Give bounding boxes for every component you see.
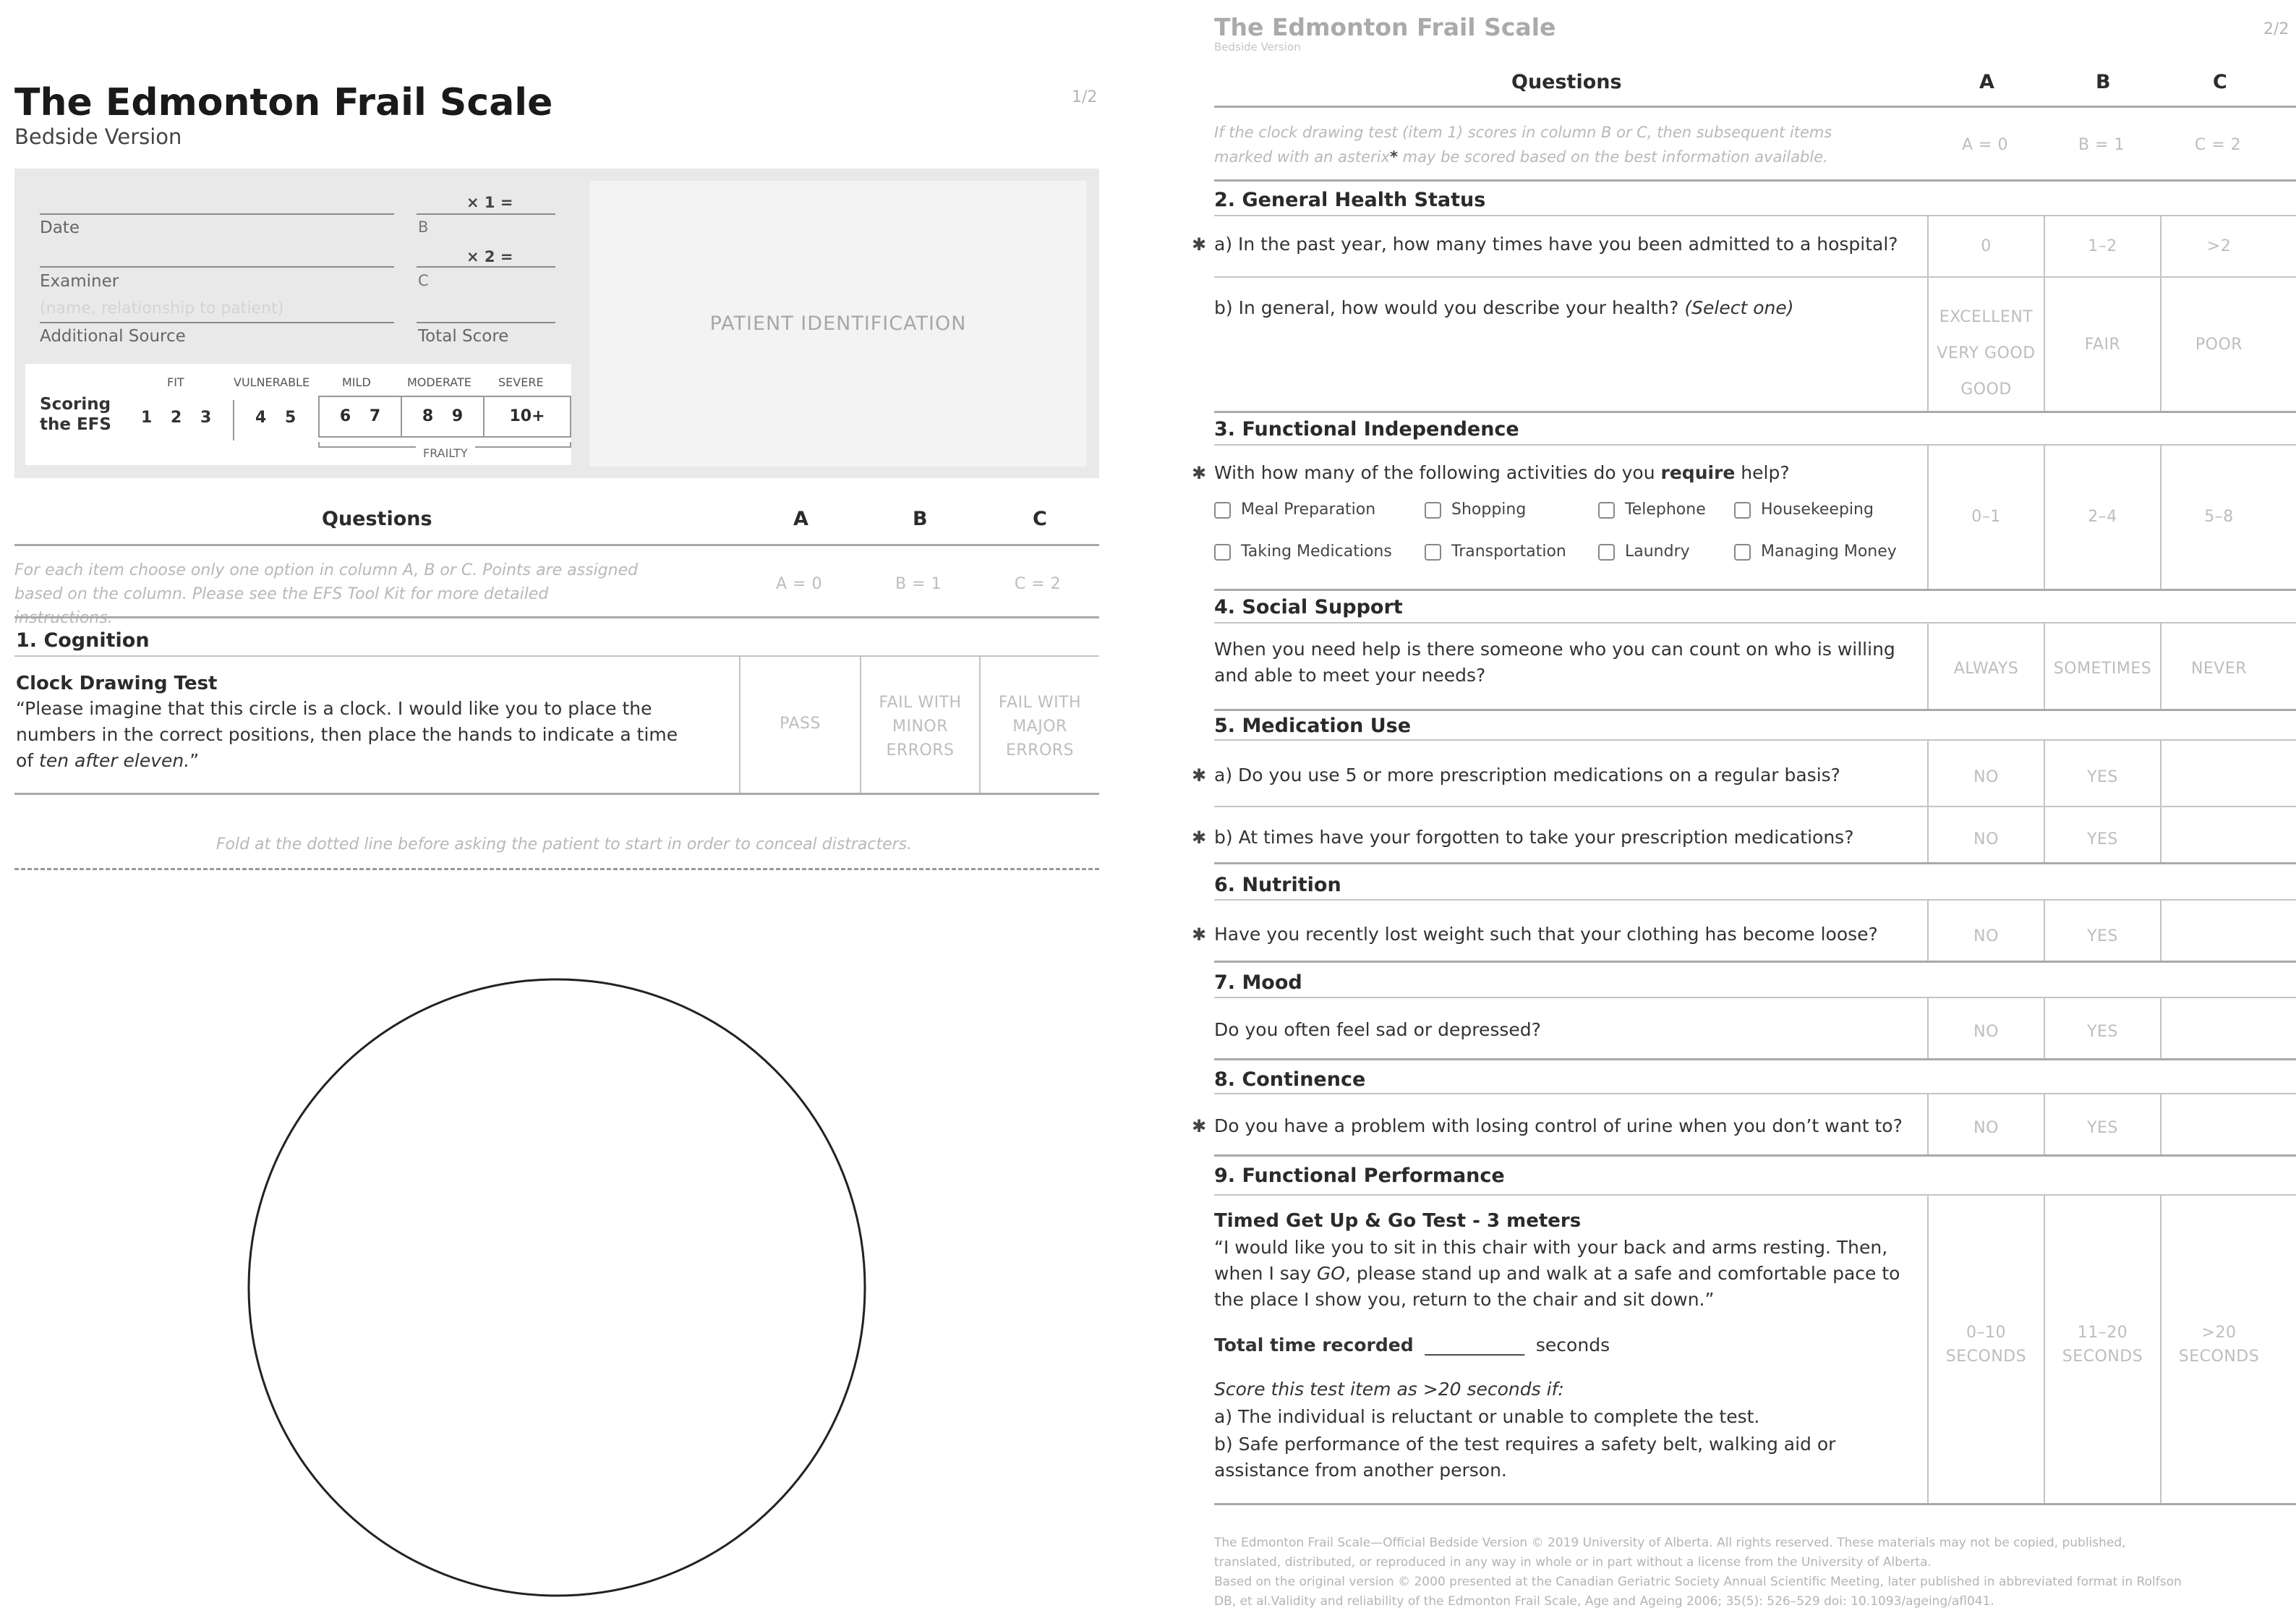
rule bbox=[1214, 622, 2296, 624]
score-mild: 6 7 bbox=[320, 397, 402, 436]
section-social-support: 4. Social Support bbox=[1214, 596, 1403, 618]
tug-b[interactable]: 11–20 SECONDS bbox=[2062, 1324, 2143, 1366]
asterisk-icon: ✱ bbox=[1192, 234, 1207, 255]
fold-line bbox=[14, 868, 1099, 870]
activity-laundry[interactable]: Laundry bbox=[1598, 542, 1690, 561]
fold-instruction: Fold at the dotted line before asking the patient to start in order to conceal distracters. bbox=[215, 835, 913, 854]
rule bbox=[1214, 739, 2296, 741]
checkbox bbox=[1214, 502, 1231, 519]
hospital-b[interactable]: 1–2 bbox=[2088, 237, 2117, 255]
asterisk-icon: ✱ bbox=[1192, 924, 1207, 945]
weight-b[interactable]: YES bbox=[2087, 927, 2118, 945]
page-1 bbox=[0, 0, 1128, 1613]
checkbox bbox=[1734, 544, 1751, 561]
clock-circle[interactable] bbox=[246, 976, 868, 1599]
independence-c[interactable]: 5–8 bbox=[2204, 508, 2234, 526]
divider bbox=[2160, 997, 2161, 1059]
col-c-header: C bbox=[1033, 508, 1047, 530]
cat-moderate: MODERATE bbox=[407, 375, 471, 389]
x1-label: × 1 = bbox=[466, 194, 513, 211]
q-social: When you need help is there someone who you can count on who is willing and able to meet your needs? bbox=[1214, 639, 1895, 686]
divider bbox=[233, 400, 234, 441]
activity-transportation[interactable]: Transportation bbox=[1425, 542, 1566, 561]
divider bbox=[2160, 1093, 2161, 1155]
activity-money[interactable]: Managing Money bbox=[1734, 542, 1897, 561]
rule bbox=[1214, 106, 2296, 108]
a0: A = 0 bbox=[1962, 136, 2008, 154]
q-hospital: a) In the past year, how many times have you been admitted to a hospital? bbox=[1214, 234, 1898, 255]
condition-a: a) The individual is reluctant or unable to complete the test. bbox=[1214, 1406, 1760, 1427]
section-cognition: 1. Cognition bbox=[16, 629, 150, 652]
page-number: 2/2 bbox=[2263, 20, 2289, 38]
questions-header: Questions bbox=[1511, 71, 1622, 93]
c2: C = 2 bbox=[2194, 136, 2242, 154]
col-c-header: C bbox=[2213, 71, 2227, 93]
independence-b[interactable]: 2–4 bbox=[2088, 508, 2117, 526]
frailty-scores bbox=[318, 396, 571, 438]
clock-b-option[interactable]: FAIL WITH MINOR ERRORS bbox=[879, 694, 962, 759]
activity-medications[interactable]: Taking Medications bbox=[1214, 542, 1392, 561]
health-b[interactable]: FAIR bbox=[2084, 336, 2121, 354]
continence-a[interactable]: NO bbox=[1973, 1119, 1999, 1137]
q-require-help: With how many of the following activities do you require help? bbox=[1214, 462, 1790, 483]
hospital-a[interactable]: 0 bbox=[1981, 237, 1992, 255]
date-label: Date bbox=[40, 218, 80, 237]
copyright-footer: The Edmonton Frail Scale—Official Bedside Version © 2019 University of Alberta. All rights reserved. These materials may not be copied, published, translated, distributed, or reproduced in any way in whole or in part without a license from the University of Alberta. Based on the original version © 2000 presented at the Canadian Geriatric Society Annual Scientific Meeting, later published in abbreviated format in Rolfson DB, et al.Validity and reliability of the Edmonton Frail Scale, Age and Ageing 2006; 35(5): 526–529 doi: 10.1093/ageing/afl041. bbox=[1214, 1536, 2182, 1609]
activity-telephone[interactable]: Telephone bbox=[1598, 501, 1706, 519]
col-a-header: A bbox=[793, 508, 808, 530]
col-a-header: A bbox=[1979, 71, 1994, 93]
page-title: The Edmonton Frail Scale bbox=[1214, 13, 1556, 41]
health-a[interactable]: EXCELLENT VERY GOOD GOOD bbox=[1937, 308, 2036, 399]
col-b-header: B bbox=[913, 508, 928, 530]
b1: B = 1 bbox=[895, 575, 942, 593]
b-label: B bbox=[418, 218, 429, 236]
patient-id-label: PATIENT IDENTIFICATION bbox=[709, 312, 967, 335]
total-line[interactable] bbox=[417, 322, 555, 323]
clock-test-quote: “Please imagine that this circle is a clock. I would like you to place the numbers in the correct positions, then place the hands to indicate a time of ten after eleven.” bbox=[16, 698, 678, 771]
rule bbox=[1214, 862, 2296, 864]
tug-quote: “I would like you to sit in this chair with your back and arms resting. Then, when I say GO, please stand up and walk at a safe and comfortable pace to the place I show you, return to the chair and sit down.” bbox=[1214, 1237, 1900, 1310]
cat-severe: SEVERE bbox=[498, 375, 544, 389]
col-b-header: B bbox=[2096, 71, 2111, 93]
c2: C = 2 bbox=[1014, 575, 1062, 593]
q-health: b) In general, how would you describe your health? (Select one) bbox=[1214, 297, 1794, 318]
score-vulnerable: 4 5 bbox=[255, 409, 296, 427]
page-2 bbox=[1172, 0, 2296, 1613]
section-general-health: 2. General Health Status bbox=[1214, 189, 1486, 211]
total-time-row[interactable]: Total time recorded ___________ seconds bbox=[1214, 1335, 1610, 1355]
a0: A = 0 bbox=[776, 575, 822, 593]
asterisk-icon: ✱ bbox=[1192, 765, 1207, 786]
questions-header: Questions bbox=[322, 508, 432, 530]
patient-id-box[interactable] bbox=[589, 181, 1087, 467]
mood-b[interactable]: YES bbox=[2087, 1023, 2118, 1041]
q-forgot-meds: b) At times have your forgotten to take your prescription medications? bbox=[1214, 827, 1854, 848]
source-placeholder: (name, relationship to patient) bbox=[40, 299, 284, 318]
scoring-label: Scoring the EFS bbox=[40, 395, 111, 434]
tug-c[interactable]: >20 SECONDS bbox=[2178, 1324, 2260, 1366]
section-functional-independence: 3. Functional Independence bbox=[1214, 418, 1519, 441]
hospital-c[interactable]: >2 bbox=[2206, 237, 2232, 255]
instructions: For each item choose only one option in column A, B or C. Points are assigned based on the column. Please see the EFS Tool Kit for more detailed bbox=[14, 561, 639, 603]
tug-a[interactable]: 0–10 SECONDS bbox=[1945, 1324, 2027, 1366]
page-title: The Edmonton Frail Scale bbox=[14, 81, 553, 124]
condition-b: b) Safe performance of the test requires a safety belt, walking aid or assistance from another person. bbox=[1214, 1434, 1836, 1481]
continence-b[interactable]: YES bbox=[2087, 1119, 2118, 1137]
section-continence: 8. Continence bbox=[1214, 1068, 1366, 1091]
examiner-label: Examiner bbox=[40, 272, 119, 291]
activity-shopping[interactable]: Shopping bbox=[1425, 501, 1526, 519]
examiner-line[interactable] bbox=[40, 266, 394, 268]
rule bbox=[1214, 1503, 2296, 1505]
asterisk-icon: ✱ bbox=[1192, 827, 1207, 848]
clock-a-option[interactable]: PASS bbox=[780, 715, 821, 733]
mood-a[interactable]: NO bbox=[1973, 1023, 1999, 1041]
rule bbox=[14, 793, 1099, 795]
section-medication: 5. Medication Use bbox=[1214, 715, 1412, 737]
rule bbox=[1214, 997, 2296, 998]
rule bbox=[1214, 1058, 2296, 1060]
page-number: 1/2 bbox=[1072, 88, 1098, 106]
meds-b[interactable]: YES bbox=[2087, 768, 2118, 786]
rule bbox=[1214, 806, 2296, 807]
meds-a[interactable]: NO bbox=[1973, 768, 1999, 786]
clock-c-option[interactable]: FAIL WITH MAJOR ERRORS bbox=[998, 694, 1082, 759]
clock-test-title: Clock Drawing Test bbox=[16, 673, 218, 694]
c-line[interactable] bbox=[417, 266, 555, 268]
section-nutrition: 6. Nutrition bbox=[1214, 874, 1341, 896]
x2-label: × 2 = bbox=[466, 248, 513, 265]
rule bbox=[14, 655, 1099, 657]
rule bbox=[1214, 1093, 2296, 1094]
section-mood: 7. Mood bbox=[1214, 971, 1302, 994]
rule bbox=[14, 544, 1099, 546]
total-score-label: Total Score bbox=[418, 327, 509, 346]
divider bbox=[2160, 739, 2161, 862]
scoring-box bbox=[25, 364, 571, 465]
q-continence: Do you have a problem with losing control of urine when you don’t want to? bbox=[1214, 1115, 1903, 1136]
rule bbox=[1214, 215, 2296, 216]
rule bbox=[1214, 1154, 2296, 1157]
rule bbox=[1214, 589, 2296, 591]
social-b[interactable]: SOMETIMES bbox=[2053, 660, 2152, 678]
page-subtitle: Bedside Version bbox=[14, 124, 182, 149]
forgot-b[interactable]: YES bbox=[2087, 830, 2118, 848]
checkbox bbox=[1425, 502, 1441, 519]
rule bbox=[1214, 276, 2296, 278]
rule bbox=[1214, 411, 2296, 413]
b-line[interactable] bbox=[417, 213, 555, 215]
tug-test-title: Timed Get Up & Go Test - 3 meters bbox=[1214, 1210, 1582, 1232]
activity-housekeeping[interactable]: Housekeeping bbox=[1734, 501, 1874, 519]
score-condition: Score this test item as >20 seconds if: bbox=[1214, 1379, 1564, 1400]
checkbox bbox=[1425, 544, 1441, 561]
rule bbox=[1214, 444, 2296, 446]
b1: B = 1 bbox=[2078, 136, 2125, 154]
frailty-label: FRAILTY bbox=[416, 446, 475, 460]
activity-meal[interactable]: Meal Preparation bbox=[1214, 501, 1375, 519]
divider bbox=[2160, 899, 2161, 961]
q-mood: Do you often feel sad or depressed? bbox=[1214, 1019, 1541, 1040]
social-a[interactable]: ALWAYS bbox=[1953, 660, 2019, 678]
health-c[interactable]: POOR bbox=[2195, 336, 2243, 354]
date-line[interactable] bbox=[40, 213, 394, 215]
page-subtitle: Bedside Version bbox=[1214, 41, 1301, 54]
section-functional-performance: 9. Functional Performance bbox=[1214, 1165, 1505, 1187]
rule bbox=[14, 616, 1099, 618]
cat-fit: FIT bbox=[167, 375, 184, 389]
asterisk-icon: ✱ bbox=[1192, 463, 1207, 483]
rule bbox=[1214, 961, 2296, 963]
independence-a[interactable]: 0–1 bbox=[1971, 508, 2001, 526]
rule bbox=[1214, 179, 2296, 182]
rule bbox=[1214, 1194, 2296, 1196]
source-line[interactable] bbox=[40, 322, 394, 323]
cat-mild: MILD bbox=[342, 375, 371, 389]
cat-vulnerable: VULNERABLE bbox=[234, 375, 310, 389]
social-c[interactable]: NEVER bbox=[2190, 660, 2248, 678]
c-label: C bbox=[418, 272, 429, 289]
checkbox bbox=[1734, 502, 1751, 519]
score-severe: 10+ bbox=[509, 407, 545, 425]
score-fit: 1 2 3 bbox=[141, 409, 212, 427]
weight-a[interactable]: NO bbox=[1973, 927, 1999, 945]
checkbox bbox=[1598, 502, 1615, 519]
q-medications: a) Do you use 5 or more prescription medications on a regular basis? bbox=[1214, 765, 1840, 786]
score-moderate: 8 9 bbox=[402, 397, 485, 436]
asterisk-note: If the clock drawing test (item 1) scores in column B or C, then subsequent items marked with an asterix* may be scored based on the best information available. bbox=[1214, 124, 1832, 166]
rule bbox=[1214, 709, 2296, 711]
asterisk-icon: ✱ bbox=[1192, 1116, 1207, 1136]
forgot-a[interactable]: NO bbox=[1973, 830, 1999, 848]
additional-source-label: Additional Source bbox=[40, 327, 186, 346]
q-weight: Have you recently lost weight such that your clothing has become loose? bbox=[1214, 924, 1878, 945]
checkbox bbox=[1598, 544, 1615, 561]
checkbox bbox=[1214, 544, 1231, 561]
clock-outline bbox=[249, 979, 865, 1596]
rule bbox=[1214, 899, 2296, 901]
